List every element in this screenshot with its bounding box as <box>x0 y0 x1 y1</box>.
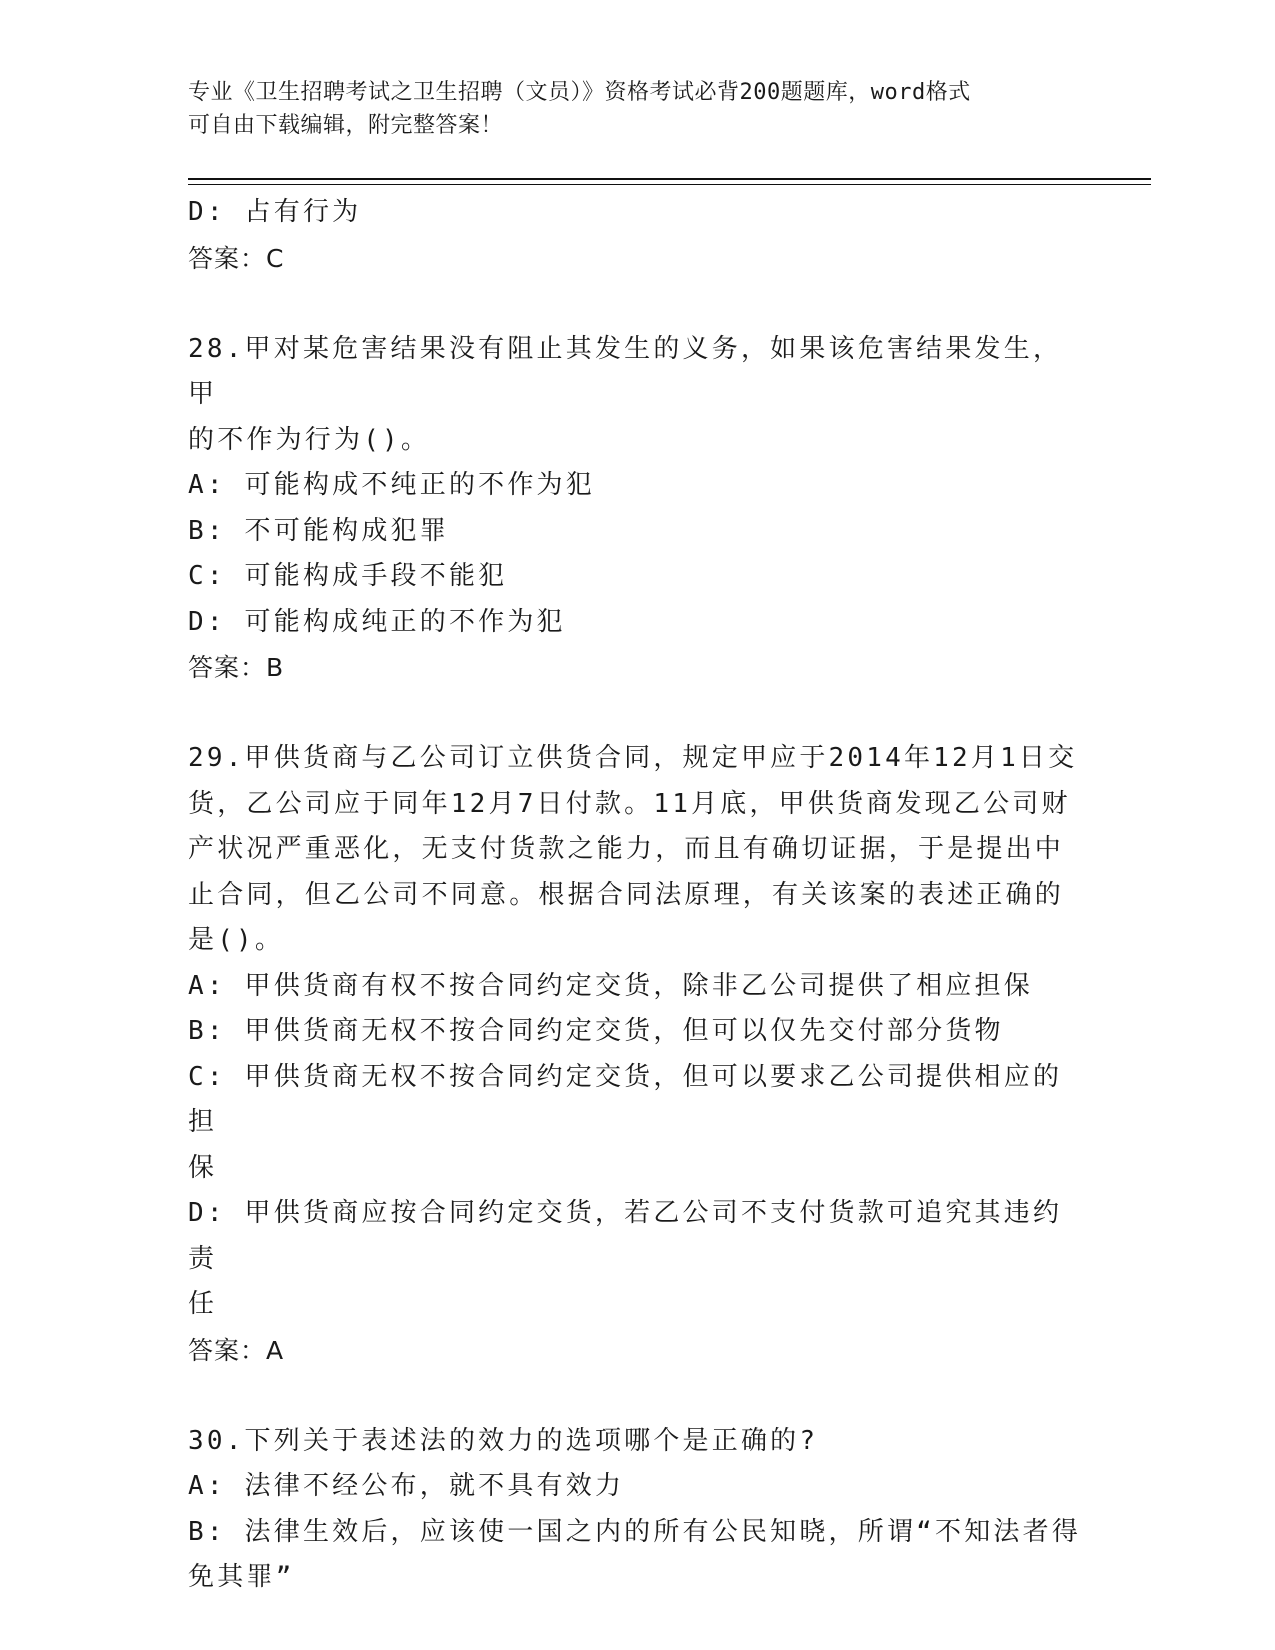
answer-line: 答案：A <box>188 1335 285 1365</box>
option-b: B: 不可能构成犯罪 <box>188 515 449 546</box>
answer-line: 答案：C <box>188 243 285 273</box>
option-d-continued: 任 <box>188 1289 218 1319</box>
header-line-1: 专业《卫生招聘考试之卫生招聘（文员）》资格考试必背200题题库，word格式 <box>188 80 971 105</box>
option-b-continued: 免其罪” <box>188 1562 295 1592</box>
header-rule-thick <box>188 178 1151 180</box>
document-body <box>188 190 1088 1601</box>
question-27-tail <box>188 190 1088 281</box>
question-stem: 止合同，但乙公司不同意。根据合同法原理，有关该案的表述正确的 <box>188 879 1065 910</box>
option-b: B: 甲供货商无权不按合同约定交货，但可以仅先交付部分货物 <box>188 1016 1004 1046</box>
option-d: D: 甲供货商应按合同约定交货，若乙公司不支付货款可追究其违约责 <box>188 1198 1063 1274</box>
question-stem: 28.甲对某危害结果没有阻止其发生的义务，如果该危害结果发生，甲 <box>188 333 1063 409</box>
answer-line: 答案：B <box>188 653 285 682</box>
question-stem: 29.甲供货商与乙公司订立供货合同，规定甲应于2014年12月1日交 <box>188 743 1078 773</box>
option-c-continued: 保 <box>188 1152 218 1183</box>
question-28 <box>188 327 1088 691</box>
option-c: C: 可能构成手段不能犯 <box>188 561 508 591</box>
option-d: D: 可能构成纯正的不作为犯 <box>188 606 566 637</box>
option-d: D: 占有行为 <box>188 197 362 227</box>
question-stem: 是()。 <box>188 925 285 955</box>
question-30 <box>188 1419 1088 1601</box>
spacer <box>188 281 1088 327</box>
question-29 <box>188 736 1088 1373</box>
header-line-2: 可自由下载编辑，附完整答案！ <box>188 113 504 138</box>
header-rule-thin <box>188 184 1151 185</box>
option-a: A: 可能构成不纯正的不作为犯 <box>188 470 595 500</box>
document-header <box>188 76 1088 142</box>
spacer <box>188 691 1088 737</box>
question-stem: 的不作为行为()。 <box>188 424 431 455</box>
option-b: B: 法律生效后，应该使一国之内的所有公民知晓，所谓“不知法者得 <box>188 1516 1082 1547</box>
option-c: C: 甲供货商无权不按合同约定交货，但可以要求乙公司提供相应的担 <box>188 1061 1063 1137</box>
question-stem: 货，乙公司应于同年12月7日付款。11月底，甲供货商发现乙公司财 <box>188 788 1071 819</box>
question-stem: 产状况严重恶化，无支付货款之能力，而且有确切证据，于是提出中 <box>188 834 1065 864</box>
option-a: A: 法律不经公布，就不具有效力 <box>188 1471 625 1501</box>
question-stem: 30.下列关于表述法的效力的选项哪个是正确的? <box>188 1425 819 1456</box>
option-a: A: 甲供货商有权不按合同约定交货，除非乙公司提供了相应担保 <box>188 970 1033 1001</box>
spacer <box>188 1373 1088 1419</box>
